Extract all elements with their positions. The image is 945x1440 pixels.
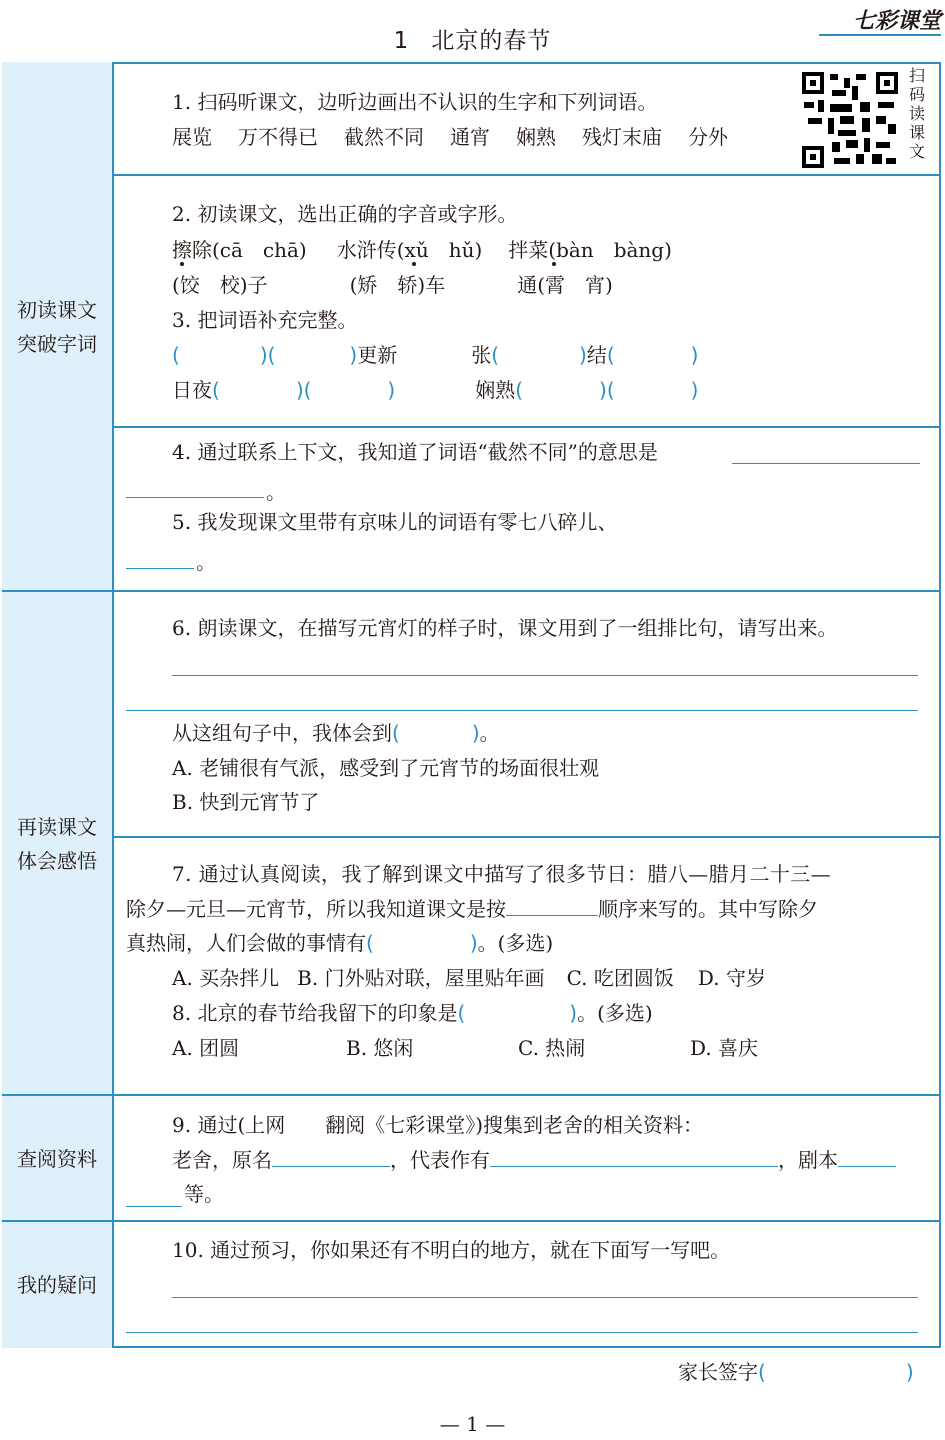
q6-option-a[interactable]: A. 老铺很有气派，感受到了元宵节的场面很壮观 (172, 756, 600, 780)
page-number: — 1 — (439, 1412, 506, 1436)
q9-name-blank[interactable] (272, 1146, 390, 1167)
q9-prompt: 9. 通过(上网 翻阅《七彩课堂》)搜集到老舍的相关资料： (172, 1113, 704, 1137)
section-label-text: 突破字词 (17, 332, 97, 356)
q6-answer-line[interactable] (172, 675, 918, 676)
q3-item-prefix: 娴熟 (475, 378, 516, 402)
q7-text: 。(多选) (477, 931, 554, 955)
q1-prompt: 1. 扫码听课文，边听边画出不认识的生字和下列词语。 (172, 90, 658, 114)
section-label-text: 再读课文 (17, 815, 97, 839)
q7-option[interactable]: D. 守岁 (697, 966, 766, 990)
q8-choice-blank[interactable]: ( ) (457, 1001, 578, 1025)
qr-caption-char: 读 (908, 104, 925, 123)
q5-end: 。 (196, 550, 216, 574)
q2-row2 (172, 271, 613, 299)
qr-caption-char: 课 (908, 123, 925, 142)
q7-option[interactable]: A. 买杂拌儿 (172, 966, 280, 990)
q3-item-mid: 结 (586, 343, 607, 367)
q9-works-blank[interactable] (490, 1146, 778, 1167)
q3-row1 (172, 341, 698, 369)
q6-option-b[interactable]: B. 快到元宵节了 (172, 790, 320, 814)
q3-item-prefix: 张 (471, 343, 492, 367)
section-label-text: 体会感悟 (17, 849, 97, 873)
q7-option[interactable]: B. 门外贴对联，屋里贴年画 (297, 966, 545, 990)
section-label-research (4, 1142, 110, 1176)
q9-line2 (172, 1146, 896, 1174)
q2-option[interactable]: (饺 校)子 (172, 273, 268, 297)
q7-line3 (126, 929, 553, 957)
q1-word: 万不得已 (238, 125, 318, 149)
q7-line1: 7. 通过认真阅读，我了解到课文中描写了很多节日：腊八—腊月二十三— (172, 862, 832, 886)
parent-signature-label: 家长签字 (678, 1360, 758, 1384)
qr-caption-char: 扫 (908, 66, 925, 85)
q3-blank[interactable]: ( ) (606, 343, 699, 367)
divider-section3 (2, 1220, 941, 1222)
divider-section1 (2, 590, 941, 592)
q4-answer-line[interactable] (126, 497, 264, 498)
q7-order-blank[interactable] (506, 895, 598, 916)
q9-text: ，代表作有 (390, 1148, 490, 1172)
q2-option[interactable]: 通(霄 宵) (517, 273, 613, 297)
q8-prompt: 8. 北京的春节给我留下的印象是 (172, 1001, 458, 1025)
q8-end: 。(多选) (577, 1001, 653, 1025)
q3-blank[interactable]: ( ) (491, 343, 587, 367)
divider-q6 (114, 836, 941, 838)
qr-caption-char: 码 (908, 85, 925, 104)
q9-play-blank[interactable] (838, 1146, 896, 1167)
q1-word: 通宵 (450, 125, 490, 149)
q1-word-list (172, 123, 728, 151)
section-label-reread (4, 810, 110, 878)
q8-prompt-line (172, 999, 653, 1027)
q1-word: 截然不同 (344, 125, 424, 149)
parent-signature (678, 1358, 914, 1386)
q9-text: ，剧本 (778, 1148, 838, 1172)
q10-prompt: 10. 通过预习，你如果还有不明白的地方，就在下面写一写吧。 (172, 1238, 731, 1262)
q3-row2 (172, 376, 698, 404)
q2-option[interactable]: 拌菜(bàn bàng) (508, 238, 672, 262)
section-label-first-read (4, 293, 110, 361)
q3-item-suffix: 更新 (357, 343, 398, 367)
section-label-questions (4, 1268, 110, 1302)
q10-answer-line[interactable] (172, 1297, 918, 1298)
q2-option[interactable]: 水浒传(xǔ hǔ) (336, 238, 483, 262)
brand-underline (819, 34, 941, 36)
q3-prompt: 3. 把词语补充完整。 (172, 308, 358, 332)
section-label-text: 查阅资料 (17, 1147, 97, 1171)
q10-answer-line[interactable] (126, 1332, 918, 1333)
q2-prompt: 2. 初读课文，选出正确的字音或字形。 (172, 202, 518, 226)
q7-text: 真热闹，人们会做的事情有 (126, 931, 366, 955)
divider-q1 (114, 174, 941, 176)
parent-signature-blank[interactable]: ( ) (758, 1360, 914, 1384)
q7-line2 (126, 895, 818, 923)
q3-blank[interactable]: ( )( ) (515, 378, 699, 402)
section-label-text: 初读课文 (17, 298, 97, 322)
q7-text: 除夕—元旦—元宵节，所以我知道课文是按 (126, 897, 506, 921)
emphasis-dot (552, 262, 556, 266)
q4-answer-line[interactable] (732, 463, 920, 464)
q6-answer-line[interactable] (126, 710, 918, 711)
q7-choice-blank[interactable]: ( ) (366, 931, 478, 955)
q2-option[interactable]: (矫 轿)车 (349, 273, 446, 297)
divider-q3 (114, 426, 941, 428)
q5-answer-line[interactable] (126, 568, 194, 569)
q8-option-a[interactable]: A. 团圆 (172, 1036, 240, 1060)
q2-row1 (172, 236, 672, 264)
q6-followup (172, 719, 500, 747)
qr-code-icon[interactable] (802, 72, 898, 168)
q3-blank[interactable]: ( )( ) (172, 343, 358, 367)
q5-prompt: 5. 我发现课文里带有京味儿的词语有零七八碎儿、 (172, 510, 618, 534)
emphasis-dot (180, 262, 184, 266)
q3-blank[interactable]: ( )( ) (212, 378, 396, 402)
qr-caption-char: 文 (908, 142, 925, 161)
q4-end: 。 (266, 480, 286, 504)
q1-word: 展览 (172, 125, 212, 149)
q8-option-b[interactable]: B. 悠闲 (346, 1036, 414, 1060)
emphasis-dot (412, 262, 416, 266)
q9-text: 老舍，原名 (172, 1148, 272, 1172)
qr-caption (907, 66, 927, 161)
q1-word: 残灯末庙 (582, 125, 662, 149)
lesson-title: 北京的春节 (431, 28, 552, 54)
q6-prompt: 6. 朗读课文，在描写元宵灯的样子时，课文用到了一组排比句，请写出来。 (172, 616, 838, 640)
lesson-number: 1 (393, 28, 410, 54)
q7-options (172, 964, 766, 992)
q2-option[interactable]: 擦除(cā chā) (172, 238, 307, 262)
section-label-text: 我的疑问 (17, 1273, 97, 1297)
divider-section2 (2, 1094, 941, 1096)
page-title (0, 22, 945, 55)
q8-option-d[interactable]: D. 喜庆 (690, 1036, 759, 1060)
q6-followup-text: 从这组句子中，我体会到 (172, 721, 392, 745)
q8-option-c[interactable]: C. 热闹 (518, 1036, 586, 1060)
q6-followup-end: 。 (479, 721, 500, 745)
q6-choice-blank[interactable]: ( ) (392, 721, 480, 745)
q9-end: 等。 (184, 1182, 224, 1206)
q4-prompt: 4. 通过联系上下文，我知道了词语“截然不同”的意思是 (172, 440, 658, 464)
q7-text: 顺序来写的。其中写除夕 (598, 897, 818, 921)
q1-word: 分外 (688, 125, 728, 149)
brand-logo: 七彩课堂 (852, 9, 941, 34)
q7-option[interactable]: C. 吃团圆饭 (566, 966, 674, 990)
q3-item-prefix: 日夜 (172, 378, 212, 402)
q9-play-blank-cont[interactable] (126, 1206, 182, 1207)
q1-word: 娴熟 (516, 125, 556, 149)
